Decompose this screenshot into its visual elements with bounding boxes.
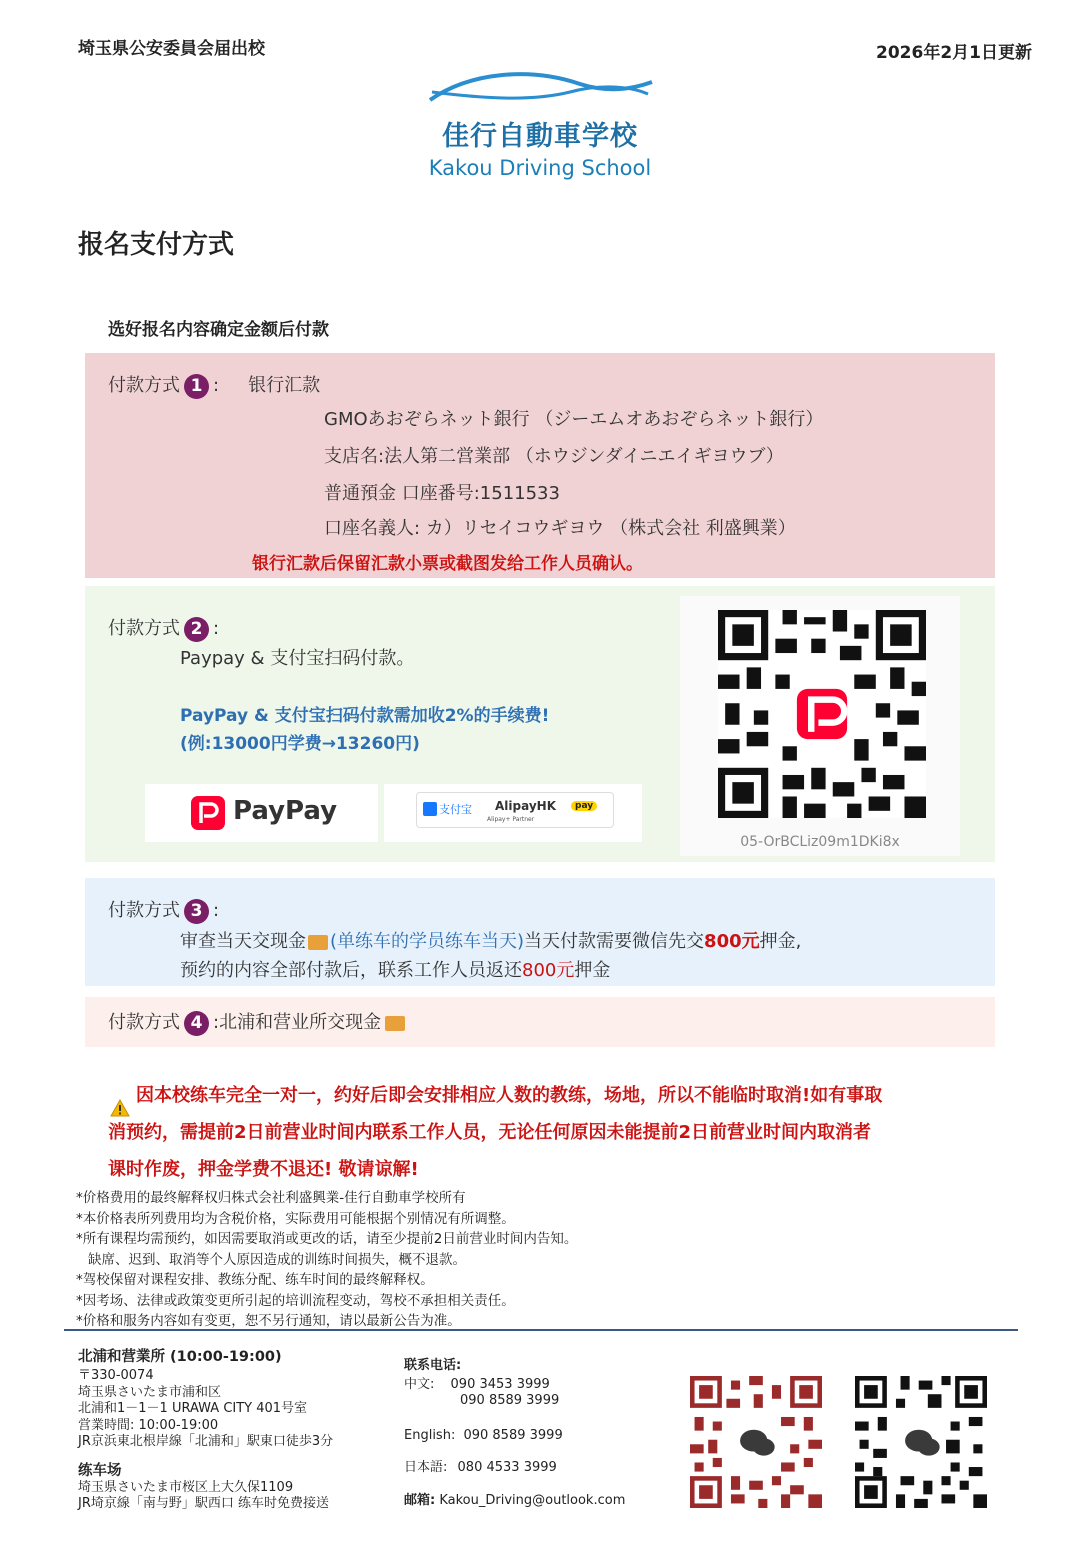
terms-notes (76, 1188, 577, 1332)
method-heading (108, 1008, 405, 1036)
note-item: *价格和服务内容如有变更，恕不另行通知，请以最新公告为准。 (76, 1313, 461, 1329)
note-item: *驾校保留对课程安排、教练分配、练车时间的最终解释权。 (76, 1272, 434, 1288)
email-link[interactable]: Kakou_Driving@outlook.com (439, 1492, 626, 1508)
office-line: JR京浜東北根岸線「北浦和」駅東口徒歩3分 (78, 1434, 334, 1449)
method-number-badge: 3 (184, 899, 209, 924)
note-item: *所有课程均需预约，如因需要取消或更改的话，请至少提前2日前营业时间内告知。 (76, 1231, 578, 1247)
method-heading (108, 371, 320, 399)
refund-text-a: 预约的内容全部付款后，联系工作人员返还 (180, 960, 522, 981)
paypay-wordmark: PayPay (233, 796, 338, 826)
practice-line: 埼玉県さいたま市桜区上大久保1109 (78, 1479, 294, 1495)
alipay-cn: 支付宝 (439, 803, 472, 816)
logo-wave-icon (420, 62, 660, 112)
page-title: 报名支付方式 (78, 230, 235, 260)
method-number-badge: 4 (184, 1011, 209, 1036)
account-holder: 口座名義人: カ）リセイコウギヨウ （株式会社 利盛興業） (324, 518, 796, 539)
cash-text-a: 审查当天交现金 (180, 931, 306, 952)
phone-number[interactable]: 090 8589 3999 (463, 1427, 563, 1443)
payment-method-1 (85, 353, 995, 578)
qr-code-text: 05-OrBCLiz09m1DKi8x (740, 834, 900, 850)
warning-line-1: 因本校练车完全一对一，约好后即会安排相应人数的教练，场地，所以不能临时取消!如有事取 (136, 1085, 883, 1106)
wechat-qr-code-icon (690, 1376, 822, 1508)
method-desc: Paypay & 支付宝扫码付款。 (180, 648, 415, 669)
cash-line-1 (180, 927, 801, 953)
note-item: *价格费用的最终解释权归株式会社利盛興業-佳行自動車学校所有 (76, 1190, 466, 1206)
method-sep: : (213, 618, 220, 639)
method-number-badge: 2 (184, 617, 209, 642)
accreditation-label: 埼玉県公安委員会届出校 (78, 39, 265, 59)
footer-divider (64, 1329, 1018, 1331)
method-heading (108, 896, 219, 924)
cash-line-2 (180, 956, 610, 982)
method-text: 北浦和营业所交现金 (219, 1012, 382, 1033)
email-row (404, 1493, 664, 1510)
cash-text-c: 当天付款需要微信先交 (524, 931, 705, 952)
note-item: *本价格表所列费用均为含税价格，实际费用可能根据个别情况有所调整。 (76, 1210, 515, 1227)
warning-icon (110, 1099, 130, 1117)
method-heading (108, 614, 219, 642)
fee-note: PayPay & 支付宝扫码付款需加收2%的手续费! (180, 706, 550, 726)
phone-lang: 日本語: (404, 1460, 448, 1475)
method-number-badge: 1 (184, 374, 209, 399)
alipayhk-label: AlipayHK (495, 799, 556, 813)
phone-jp (404, 1460, 664, 1477)
account-number: 普通預金 口座番号:1511533 (324, 483, 560, 504)
refund-amount: 800元 (522, 960, 575, 981)
method-title: 银行汇款 (248, 375, 321, 396)
method-sep: : (213, 1012, 220, 1033)
office-line: 埼玉県さいたま市浦和区 (78, 1384, 222, 1400)
cash-icon (385, 1016, 405, 1031)
note-item: *因考场、法律或政策变更所引起的培训流程变动，驾校不承担相关责任。 (76, 1292, 515, 1309)
paypay-logo-card (145, 784, 378, 842)
practice-title: 练车场 (78, 1462, 122, 1479)
warning-line-2: 消预约，需提前2日前营业时间内联系工作人员，无论任何原因未能提前2日前营业时间内取消者 (108, 1122, 872, 1143)
page-subtitle: 选好报名内容确定金额后付款 (108, 320, 329, 340)
bank-transfer-note: 银行汇款后保留汇款小票或截图发给工作人员确认。 (252, 554, 643, 574)
paypay-icon (191, 796, 225, 830)
practice-line: JR埼京線「南与野」駅西口 练车时免费接送 (78, 1496, 329, 1511)
phone-en (404, 1428, 664, 1445)
logo-name-en: Kakou Driving School (428, 156, 652, 180)
payment-method-4 (85, 997, 995, 1047)
contact-info (404, 1358, 664, 1509)
phone-cn (404, 1377, 664, 1394)
method-sep: : (213, 375, 220, 396)
qr-code-icon (718, 610, 926, 818)
update-date: 2026年2月1日更新 (876, 43, 1032, 63)
cash-text-d: 押金, (759, 931, 802, 952)
phone-lang: English: (404, 1427, 456, 1443)
payment-method-3 (85, 878, 995, 986)
method-sep: : (213, 900, 220, 921)
cash-text-b: (单练车的学员练车当天) (330, 931, 525, 952)
phone-number[interactable]: 090 3453 3999 (450, 1376, 550, 1392)
pay-badge: pay (571, 801, 597, 811)
office-line: 営業時間: 10:00-19:00 (78, 1417, 219, 1433)
warning-line-3: 课时作废，押金学费不退还! 敬请谅解! (108, 1159, 419, 1180)
wechat-qr-code-icon (855, 1376, 987, 1508)
email-label: 邮箱: (404, 1492, 436, 1508)
method-label: 付款方式 (108, 1012, 180, 1033)
school-logo (420, 62, 660, 192)
cash-icon (308, 935, 328, 950)
phone-lang: 中文: (404, 1376, 435, 1392)
deposit-amount: 800元 (704, 931, 760, 952)
office-line: 北浦和1－1－1 URAWA CITY 401号室 (78, 1401, 308, 1416)
office-info (78, 1345, 333, 1513)
refund-text-b: 押金 (574, 960, 611, 981)
office-title: 北浦和营業所 (10:00-19:00) (78, 1349, 282, 1365)
logo-name-cn: 佳行自動車学校 (442, 121, 638, 152)
method-label: 付款方式 (108, 375, 180, 396)
office-line: 〒330-0074 (78, 1368, 154, 1383)
method-label: 付款方式 (108, 618, 180, 639)
alipay-plus-label: Alipay+ Partner (487, 816, 535, 823)
alipay-icon (423, 802, 437, 816)
contact-title: 联系电话: (404, 1358, 462, 1373)
method-label: 付款方式 (108, 900, 180, 921)
alipay-banner (416, 792, 614, 828)
alipay-logo-card (384, 784, 642, 842)
phone-number[interactable]: 080 4533 3999 (457, 1460, 557, 1475)
fee-example: (例:13000円学费→13260円) (180, 734, 420, 754)
phone-number[interactable]: 090 8589 3999 (460, 1393, 560, 1408)
note-item: 缺席、迟到、取消等个人原因造成的训练时间损失，概不退款。 (88, 1251, 466, 1268)
bank-name: GMOあおぞらネット銀行 （ジーエムオあおぞらネット銀行） (324, 409, 824, 430)
phone-cn-2 (404, 1393, 664, 1410)
branch-name: 支店名:法人第二営業部 （ホウジンダイニエイギヨウブ） (324, 446, 784, 467)
